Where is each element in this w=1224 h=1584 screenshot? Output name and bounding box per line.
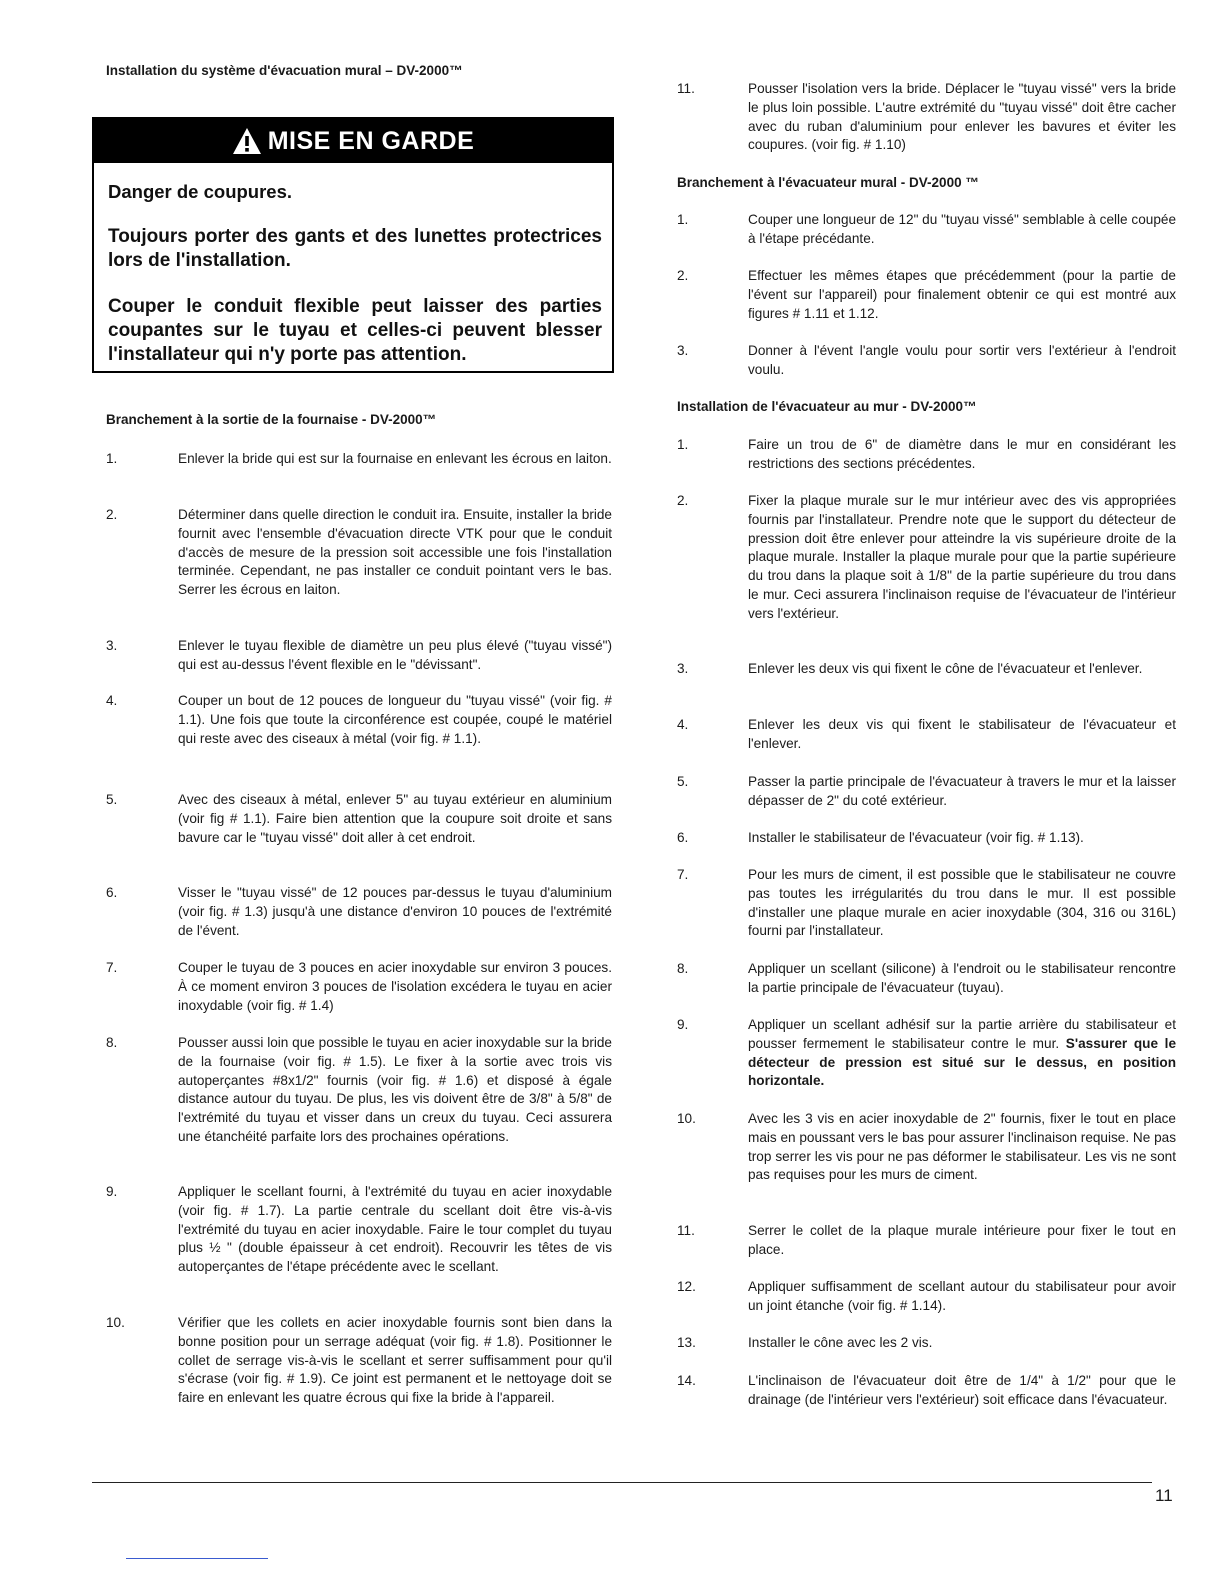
- item-number: 3.: [677, 661, 689, 676]
- item-number: 10.: [677, 1111, 696, 1126]
- item-text-regular: Appliquer un scellant adhésif sur la partie arrière du stabilisateur et pousser fermement le stabilisateur contre le mur.: [748, 1017, 1176, 1051]
- item-text: Fixer la plaque murale sur le mur intérieur avec des vis appropriées fournis par l'installateur. Prendre note que le support du détecteur de pression doit être enlever pour atteindre la vis supérieure droite de la plaque murale. Installer la plaque murale pour que la partie supérieure du trou dans la plaque soit à 1/8" de la partie supérieure du trou dans le mur. Ceci assurera l'inclinaison requise de l'évacuateur de l'intérieur vers l'extérieur.: [748, 493, 1176, 621]
- item-text: Pousser l'isolation vers la bride. Déplacer le "tuyau vissé" vers la bride le plus loin possible. L'autre extrémité du "tuyau vissé" doit être cacher avec du ruban d'aluminium pour enlever les bavures et éviter les coupures. (voir fig. # 1.10): [748, 81, 1176, 153]
- item-number: 5.: [677, 774, 689, 789]
- item-text: Installer le stabilisateur de l'évacuateur (voir fig. # 1.13).: [748, 830, 1084, 845]
- item-text: Visser le "tuyau vissé" de 12 pouces par-dessus le tuyau d'aluminium (voir fig. # 1.3) jusqu'à une distance d'environ 10 pouces de l'extrémité de l'évent.: [178, 885, 612, 938]
- item-number: 12.: [677, 1279, 696, 1294]
- warning-line-2: Toujours porter des gants et des lunettes protectrices lors de l'installation.: [108, 226, 602, 271]
- section-title-wall-install: Installation de l'évacuateur au mur - DV-2000™: [677, 399, 977, 414]
- item-text: Serrer le collet de la plaque murale intérieure pour fixer le tout en place.: [748, 1223, 1176, 1257]
- item-number: 4.: [677, 717, 689, 732]
- item-number: 9.: [677, 1017, 689, 1032]
- warning-triangle-icon: [232, 126, 262, 156]
- item-text: Donner à l'évent l'angle voulu pour sortir vers l'extérieur à l'endroit voulu.: [748, 343, 1176, 377]
- page-header: Installation du système d'évacuation mural – DV-2000™: [106, 63, 463, 78]
- item-text: [748, 1016, 1176, 1091]
- item-number: 6.: [106, 885, 118, 900]
- item-number: 11.: [677, 1223, 695, 1238]
- item-text: Appliquer suffisamment de scellant autour du stabilisateur pour avoir un joint étanche (voir fig. # 1.14).: [748, 1279, 1176, 1313]
- item-number: 11.: [677, 81, 695, 96]
- item-text: Pour les murs de ciment, il est possible que le stabilisateur ne couvre pas toutes les irrégularités du trou dans le mur. Il est possible d'installer une plaque murale en acier inoxydable (304, 316 ou 316L) fourni par l'installateur.: [748, 867, 1176, 939]
- item-text: Enlever les deux vis qui fixent le cône de l'évacuateur et l'enlever.: [748, 661, 1143, 676]
- item-text: Passer la partie principale de l'évacuateur à travers le mur et la laisser dépasser de 2" du coté extérieur.: [748, 774, 1176, 808]
- item-text: Appliquer un scellant (silicone) à l'endroit ou le stabilisateur rencontre la partie principale de l'évacuateur (tuyau).: [748, 961, 1176, 995]
- item-text: Pousser aussi loin que possible le tuyau en acier inoxydable sur la bride de la fournaise (voir fig. # 1.5). Le fixer à la sortie avec trois vis autoperçantes #8x1/2" fournis (voir fig. # 1.6) et disposé à égale distance autour du tuyau. De plus, les vis doivent être de 3/8" à 5/8" de l'extrémité du tuyau et visser dans un creux du tuyau. Ceci assurera une étanchéité parfaite lors des prochaines opérations.: [178, 1035, 612, 1144]
- warning-line-3: Couper le conduit flexible peut laisser des parties coupantes sur le tuyau et celles-ci peuvent blesser l'installateur qui n'y porte pas attention.: [108, 296, 602, 365]
- item-number: 3.: [106, 638, 118, 653]
- item-number: 14.: [677, 1373, 696, 1388]
- item-number: 7.: [106, 960, 118, 975]
- item-text-bold: S'assurer que le détecteur de pression est situé sur le dessus, en position horizontale.: [748, 1035, 1177, 1089]
- item-text: Déterminer dans quelle direction le conduit ira. Ensuite, installer la bride fournit avec l'ensemble d'évacuation directe VTK pour que le conduit d'accès de mesure de la pression soit accessible une fois l'installation terminée. Cependant, ne pas installer ce conduit pointant vers le bas. Serrer les écrous en laiton.: [178, 507, 612, 598]
- footer-divider: [92, 1482, 1152, 1483]
- item-text: Faire un trou de 6" de diamètre dans le mur en considérant les restrictions des sections précédentes.: [748, 437, 1176, 471]
- item-text: Avec les 3 vis en acier inoxydable de 2" fournis, fixer le tout en place mais en poussant vers le bas pour assurer l'inclinaison requise. Ne pas trop serrer les vis pour ne pas déformer le stabilisateur. Les vis ne sont pas requises pour les murs de ciment.: [748, 1111, 1176, 1183]
- item-text: Appliquer le scellant fourni, à l'extrémité du tuyau en acier inoxydable (voir fig. # 1.7). La partie centrale du scellant doit être vis-à-vis l'extrémité du tuyau en acier inoxydable. Faire le tour complet du tuyau plus ½ " (double épaisseur à cet endroit). Recouvrir les têtes de vis autoperçantes de l'étape précédente avec le scellant.: [178, 1184, 612, 1275]
- item-number: 2.: [677, 268, 689, 283]
- item-text: Effectuer les mêmes étapes que précédemment (pour la partie de l'évent sur l'appareil) pour finalement obtenir ce qui est montré aux figures # 1.11 et 1.12.: [748, 268, 1176, 321]
- item-text: Enlever le tuyau flexible de diamètre un peu plus élevé ("tuyau vissé") qui est au-dessus l'évent flexible en le "dévissant".: [178, 638, 612, 672]
- item-text: Couper une longueur de 12" du "tuyau vissé" semblable à celle coupée à l'étape précédante.: [748, 212, 1176, 246]
- item-text: Enlever la bride qui est sur la fournaise en enlevant les écrous en laiton.: [178, 451, 612, 466]
- item-text: Vérifier que les collets en acier inoxydable fournis sont bien dans la bonne position pour un serrage adéquat (voir fig. # 1.8). Positionner le collet de serrage vis-à-vis le scellant et serrer suffisamment pour qu'il s'écrase (voir fig. # 1.9). Ce joint est permanent et le nettoyage doit se faire en enlevant les quatre écrous qui fixe la bride à l'appareil.: [178, 1315, 612, 1406]
- item-number: 8.: [677, 961, 689, 976]
- item-text: Couper un bout de 12 pouces de longueur du "tuyau vissé" (voir fig. # 1.1). Une fois que toute la circonférence est coupée, coupé le matériel qui reste avec des ciseaux à métal (voir fig. # 1.1).: [178, 693, 612, 746]
- section-title-wall-connection: Branchement à l'évacuateur mural - DV-2000 ™: [677, 175, 979, 190]
- warning-box: [92, 117, 614, 373]
- item-number: 7.: [677, 867, 689, 882]
- warning-header: [94, 119, 612, 163]
- page-number: 11: [1155, 1486, 1173, 1505]
- item-number: 1.: [677, 437, 689, 452]
- item-text: Enlever les deux vis qui fixent le stabilisateur de l'évacuateur et l'enlever.: [748, 717, 1176, 751]
- item-number: 9.: [106, 1184, 118, 1199]
- item-number: 1.: [106, 451, 118, 466]
- scan-artifact-line: [126, 1558, 268, 1559]
- warning-body: [108, 181, 602, 367]
- item-text: Avec des ciseaux à métal, enlever 5" au tuyau extérieur en aluminium (voir fig # 1.1). Faire bien attention que la coupure soit droite et sans bavure car le "tuyau vissé" doit aller à cet endroit.: [178, 792, 612, 845]
- item-number: 4.: [106, 693, 118, 708]
- item-number: 6.: [677, 830, 689, 845]
- warning-line-1: Danger de coupures.: [108, 181, 293, 202]
- item-text: Installer le cône avec les 2 vis.: [748, 1335, 933, 1350]
- item-number: 2.: [106, 507, 118, 522]
- item-text: Couper le tuyau de 3 pouces en acier inoxydable sur environ 3 pouces. À ce moment environ 3 pouces de l'isolation excédera le tuyau en acier inoxydable (voir fig. # 1.4): [178, 960, 612, 1013]
- item-number: 2.: [677, 493, 689, 508]
- item-text: L'inclinaison de l'évacuateur doit être de 1/4" à 1/2" pour que le drainage (de l'intérieur vers l'extérieur) soit efficace dans l'évacuateur.: [748, 1373, 1176, 1407]
- item-number: 13.: [677, 1335, 696, 1350]
- item-number: 1.: [677, 212, 689, 227]
- item-number: 8.: [106, 1035, 118, 1050]
- item-number: 10.: [106, 1315, 125, 1330]
- section-title-furnace: Branchement à la sortie de la fournaise - DV-2000™: [106, 412, 437, 427]
- item-number: 5.: [106, 792, 118, 807]
- warning-title: MISE EN GARDE: [267, 126, 475, 155]
- item-number: 3.: [677, 343, 689, 358]
